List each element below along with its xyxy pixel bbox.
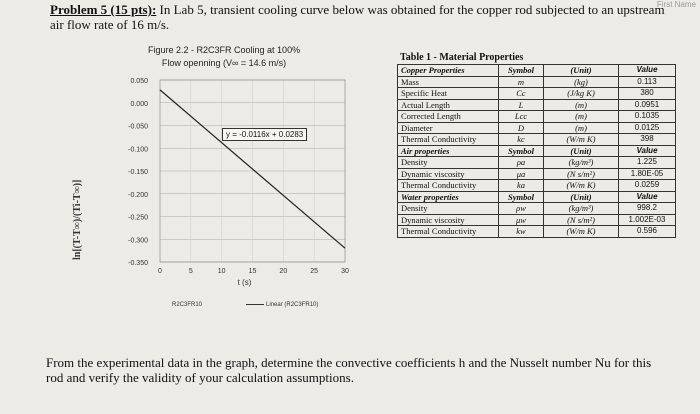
table-cell-prop: Copper Properties xyxy=(398,65,499,77)
first-name-label: First Name xyxy=(656,0,696,9)
table-cell-sym: m xyxy=(499,76,544,88)
x-tick-label: 20 xyxy=(279,268,288,275)
table-cell-unit: (m) xyxy=(544,99,619,111)
y-tick-label: -0.250 xyxy=(128,214,148,222)
table-cell-val: 998.2 xyxy=(619,203,676,215)
table-cell-val: 0.1035 xyxy=(619,111,676,123)
table-cell-sym: Symbol xyxy=(499,65,544,77)
table-row xyxy=(398,99,676,111)
table-cell-prop: Density xyxy=(398,157,499,169)
table-row xyxy=(398,122,676,134)
y-tick-label: -0.200 xyxy=(128,191,148,199)
table-cell-val: 1.225 xyxy=(619,157,676,169)
x-tick-label: 10 xyxy=(217,268,226,275)
table-cell-val: Value xyxy=(619,191,676,203)
legend-series: R2C3FR10 xyxy=(172,302,203,308)
table-cell-unit: (W/m K) xyxy=(544,180,619,192)
chart-legend xyxy=(172,302,318,308)
trendline-equation: y = -0.0116x + 0.0283 xyxy=(222,128,307,141)
table-row xyxy=(398,111,676,123)
table-cell-prop: Dynamic viscosity xyxy=(398,214,499,226)
table-row xyxy=(398,191,676,203)
table-cell-unit: (N s/m²) xyxy=(544,214,619,226)
table-cell-sym: μa xyxy=(499,168,544,180)
y-tick-label: 0.000 xyxy=(130,100,148,108)
x-tick-label: 30 xyxy=(341,268,349,275)
x-tick-label: 25 xyxy=(310,268,319,275)
table-cell-unit: (m) xyxy=(544,111,619,123)
table-cell-sym: Cc xyxy=(499,88,544,100)
table-cell-sym: kw xyxy=(499,226,544,238)
x-tick-label: 15 xyxy=(248,268,257,275)
table-row xyxy=(398,134,676,146)
problem-text: In Lab 5, transient cooling curve below was obtained for the copper rod subjected to an upstream air flow rate of 16 m/s. xyxy=(50,2,665,32)
table-row xyxy=(398,180,676,192)
table-cell-sym: ρw xyxy=(499,203,544,215)
table-cell-prop: Water properties xyxy=(398,191,499,203)
table-row xyxy=(398,226,676,238)
x-tick-label: 5 xyxy=(188,268,193,275)
table-cell-prop: Mass xyxy=(398,76,499,88)
table-cell-val: 0.596 xyxy=(619,226,676,238)
table-cell-sym: kc xyxy=(499,134,544,146)
x-axis-label: t (s) xyxy=(237,278,252,287)
table-row xyxy=(398,214,676,226)
table-cell-val: 398 xyxy=(619,134,676,146)
table-cell-sym: Symbol xyxy=(499,145,544,157)
material-properties-table xyxy=(397,64,676,238)
table-cell-prop: Actual Length xyxy=(398,99,499,111)
table-cell-sym: Lcc xyxy=(499,111,544,123)
y-tick-label: -0.100 xyxy=(128,146,148,154)
table-cell-unit: (Unit) xyxy=(544,65,619,77)
table-row xyxy=(398,88,676,100)
table-cell-val: 0.0259 xyxy=(619,180,676,192)
table-row xyxy=(398,203,676,215)
y-tick-label: -0.150 xyxy=(128,169,148,176)
table-cell-unit: (W/m K) xyxy=(544,226,619,238)
table-row xyxy=(398,145,676,157)
table-row xyxy=(398,65,676,77)
figure-title: Figure 2.2 - R2C3FR Cooling at 100% xyxy=(148,45,301,55)
table-cell-unit: (J/kg K) xyxy=(544,88,619,100)
question-text: From the experimental data in the graph, determine the convective coefficients h and the Nusselt number Nu for this rod and verify the validity of your calculation assumptions. xyxy=(46,355,652,385)
table-cell-prop: Corrected Length xyxy=(398,111,499,123)
table-row xyxy=(398,157,676,169)
y-tick-label: -0.350 xyxy=(128,260,148,267)
y-tick-label: -0.300 xyxy=(128,237,148,245)
table-cell-prop: Thermal Conductivity xyxy=(398,180,499,192)
table-cell-unit: (kg/m³) xyxy=(544,203,619,215)
table-cell-prop: Thermal Conductivity xyxy=(398,134,499,146)
table-cell-val: 0.0125 xyxy=(619,122,676,134)
y-tick-label: -0.050 xyxy=(128,123,148,131)
table-cell-prop: Air properties xyxy=(398,145,499,157)
figure-subtitle: Flow openning (V∞ = 14.6 m/s) xyxy=(161,58,287,68)
x-tick-label: 0 xyxy=(158,268,162,275)
table-cell-unit: (Unit) xyxy=(544,191,619,203)
table-cell-prop: Specific Heat xyxy=(398,88,499,100)
table-cell-sym: L xyxy=(499,99,544,111)
table-row xyxy=(398,168,676,180)
table-cell-sym: Symbol xyxy=(499,191,544,203)
table-cell-val: Value xyxy=(619,145,676,157)
table-cell-unit: (W/m K) xyxy=(544,134,619,146)
y-axis-label: ln[(T-T∞)/(Ti-T∞)] xyxy=(72,179,83,260)
table-cell-prop: Density xyxy=(398,203,499,215)
table-cell-val: 0.0951 xyxy=(619,99,676,111)
table-title: Table 1 - Material Properties xyxy=(400,52,524,63)
table-cell-sym: D xyxy=(499,122,544,134)
table-cell-unit: (kg/m³) xyxy=(544,157,619,169)
table-cell-unit: (N s/m²) xyxy=(544,168,619,180)
legend-line-icon xyxy=(246,304,264,305)
table-cell-val: Value xyxy=(619,65,676,77)
table-cell-val: 0.113 xyxy=(619,76,676,88)
table-cell-sym: ρa xyxy=(499,157,544,169)
table-cell-sym: ka xyxy=(499,180,544,192)
table-cell-unit: (kg) xyxy=(544,76,619,88)
problem-label: Problem 5 (15 pts): xyxy=(50,2,157,17)
table-cell-val: 1.002E-03 xyxy=(619,214,676,226)
table-cell-unit: (Unit) xyxy=(544,145,619,157)
y-tick-label: 0.050 xyxy=(130,78,148,85)
legend-linear xyxy=(246,302,318,308)
table-cell-sym: μw xyxy=(499,214,544,226)
table-cell-unit: (m) xyxy=(544,122,619,134)
legend-linear-label: Linear (R2C3FR10) xyxy=(266,302,319,308)
table-cell-val: 1.80E-05 xyxy=(619,168,676,180)
table-cell-prop: Dynamic viscosity xyxy=(398,168,499,180)
table-cell-prop: Diameter xyxy=(398,122,499,134)
table-cell-val: 380 xyxy=(619,88,676,100)
table-cell-prop: Thermal Conductivity xyxy=(398,226,499,238)
table-row xyxy=(398,76,676,88)
